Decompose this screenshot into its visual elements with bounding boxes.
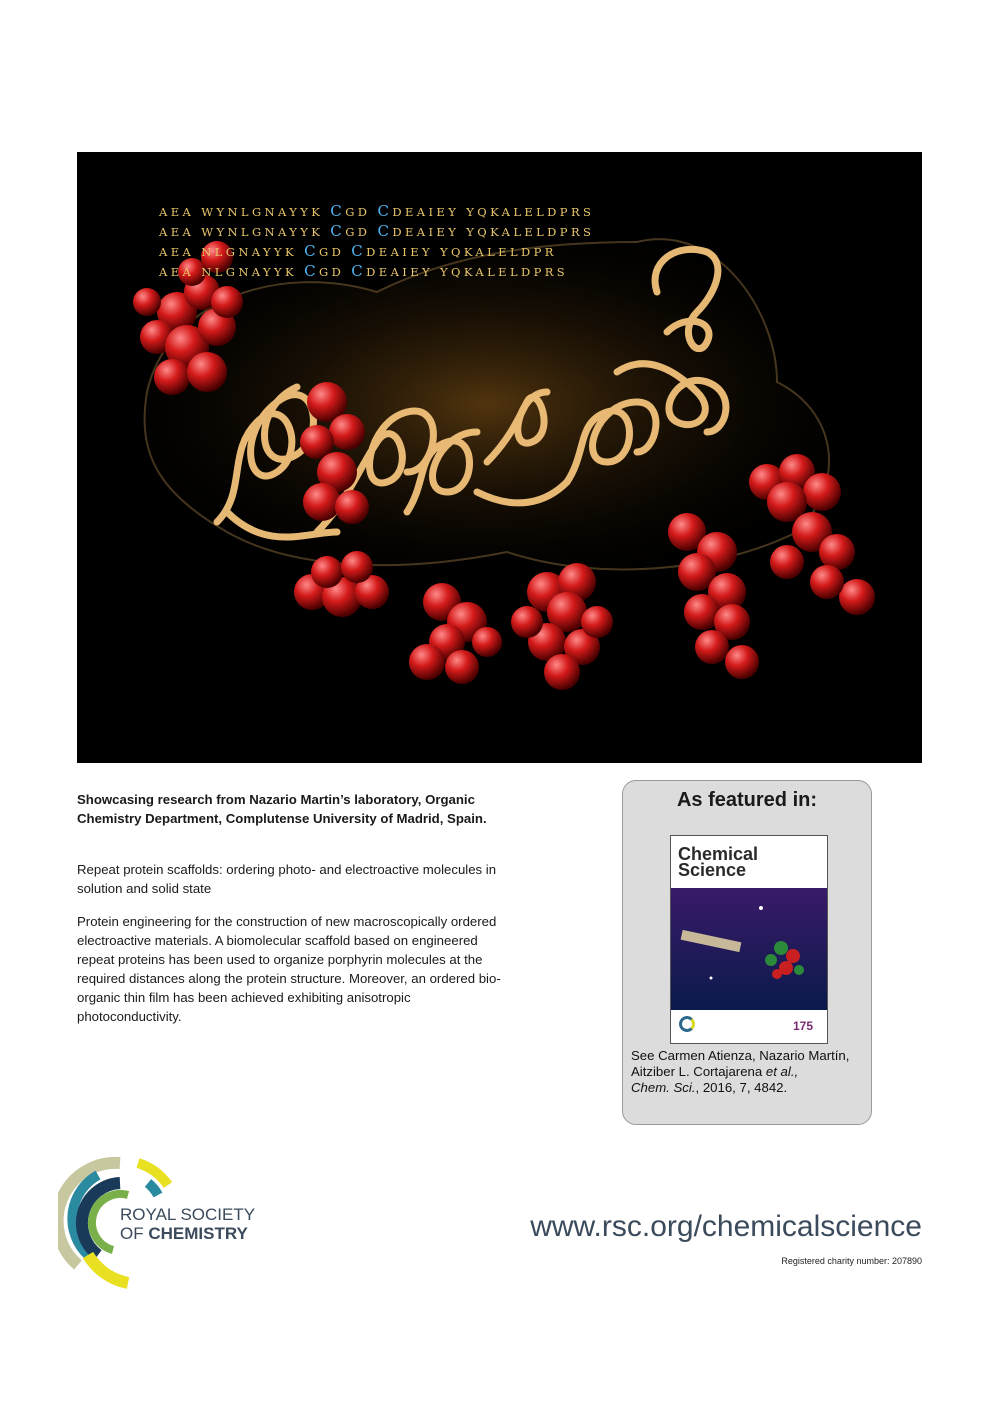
journal-url[interactable]: www.rsc.org/chemicalscience xyxy=(530,1210,922,1243)
sequence-line: AEA WYNLGNAYYK CGD CDEAIEY YQKALELDPRS xyxy=(159,222,595,240)
citation-authors: See Carmen Atienza, Nazario Martín, Aitziber L. Cortajarena xyxy=(631,1048,850,1079)
rsc-name-chemistry: CHEMISTRY xyxy=(148,1224,248,1243)
citation-journal: Chem. Sci. xyxy=(631,1080,696,1095)
featured-heading: As featured in: xyxy=(676,789,818,811)
showcase-title: Showcasing research from Nazario Martin’s laboratory, Organic Chemistry Department, Complutense University of Madrid, Spain. xyxy=(77,792,487,826)
cover-art-image xyxy=(671,888,827,1018)
charity-number: Registered charity number: 207890 xyxy=(781,1256,922,1266)
rsc-name-of: OF xyxy=(120,1224,144,1243)
cover-badge: 175 xyxy=(793,1019,814,1033)
cover-artwork xyxy=(77,152,922,763)
article-abstract: Protein engineering for the construction of new macroscopically ordered electroactive materials. A biomolecular scaffold based on engineered repeat proteins has been used to organize porphyrin molecules at the required distances along the protein structure. Moreover, an ordered bio-organic thin film has been achieved exhibiting anisotropic photoconductivity. xyxy=(77,914,501,1024)
featured-box xyxy=(622,780,872,1125)
rsc-logo-text xyxy=(120,1205,255,1243)
citation-details: , 2016, 7, 4842. xyxy=(695,1080,788,1095)
citation-etal: et al., xyxy=(765,1064,799,1079)
citation xyxy=(631,1048,867,1096)
rsc-name-line1: ROYAL SOCIETY xyxy=(120,1205,256,1224)
article-title: Repeat protein scaffolds: ordering photo- and electroactive molecules in solution and solid state xyxy=(77,862,497,896)
journal-cover-thumbnail xyxy=(670,835,828,1044)
sequence-line: AEA WYNLGNAYYK CGD CDEAIEY YQKALELDPRS xyxy=(159,202,595,220)
sequence-line: AEA NLGNAYYK CGD CDEAIEY YQKALELDPR xyxy=(159,242,557,260)
sequence-line: AEA NLGNAYYK CGD CDEAIEY YQKALELDPRS xyxy=(159,262,569,280)
rsc-mini-logo xyxy=(679,1016,695,1032)
cover-journal-title: Chemical Science xyxy=(678,844,759,880)
